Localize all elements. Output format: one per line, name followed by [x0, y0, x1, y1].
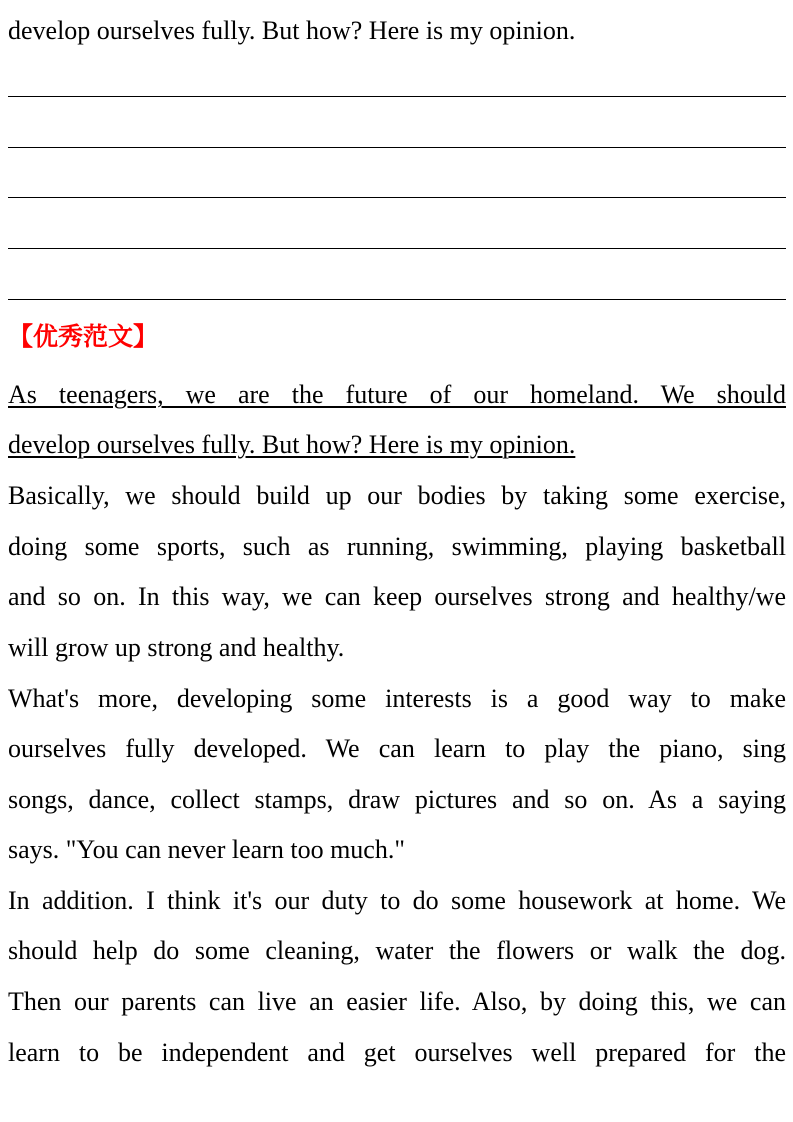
answer-blank-line-4	[8, 248, 786, 249]
answer-blank-line-5	[8, 299, 786, 300]
essay-p3-line-4: learn to be independent and get ourselves well prepared for the	[8, 1038, 786, 1067]
answer-blank-line-3	[8, 197, 786, 198]
prompt-text-line: develop ourselves fully. But how? Here is my opinion.	[8, 16, 576, 45]
essay-p3-line-2: should help do some cleaning, water the flowers or walk the dog.	[8, 936, 786, 965]
essay-p2-line-4: says. "You can never learn too much."	[8, 835, 405, 864]
essay-p2-line-1: What's more, developing some interests is a good way to make	[8, 684, 786, 713]
essay-p1-line-4: will grow up strong and healthy.	[8, 633, 345, 662]
essay-p2-line-2: ourselves fully developed. We can learn to play the piano, sing	[8, 734, 786, 763]
essay-p1-line-3: and so on. In this way, we can keep ourselves strong and healthy/we	[8, 582, 786, 611]
essay-p3-line-1: In addition. I think it's our duty to do some housework at home. We	[8, 886, 786, 915]
answer-blank-line-1	[8, 96, 786, 97]
model-essay-heading: 【优秀范文】	[8, 322, 159, 351]
answer-blank-line-2	[8, 147, 786, 148]
essay-p1-line-1: Basically, we should build up our bodies by taking some exercise,	[8, 481, 786, 510]
essay-opening-line-2: develop ourselves fully. But how? Here is my opinion.	[8, 430, 576, 459]
essay-p1-line-2: doing some sports, such as running, swimming, playing basketball	[8, 532, 786, 561]
essay-p3-line-3: Then our parents can live an easier life. Also, by doing this, we can	[8, 987, 786, 1016]
essay-p2-line-3: songs, dance, collect stamps, draw pictures and so on. As a saying	[8, 785, 786, 814]
essay-opening-line-1: As teenagers, we are the future of our homeland. We should	[8, 380, 786, 409]
